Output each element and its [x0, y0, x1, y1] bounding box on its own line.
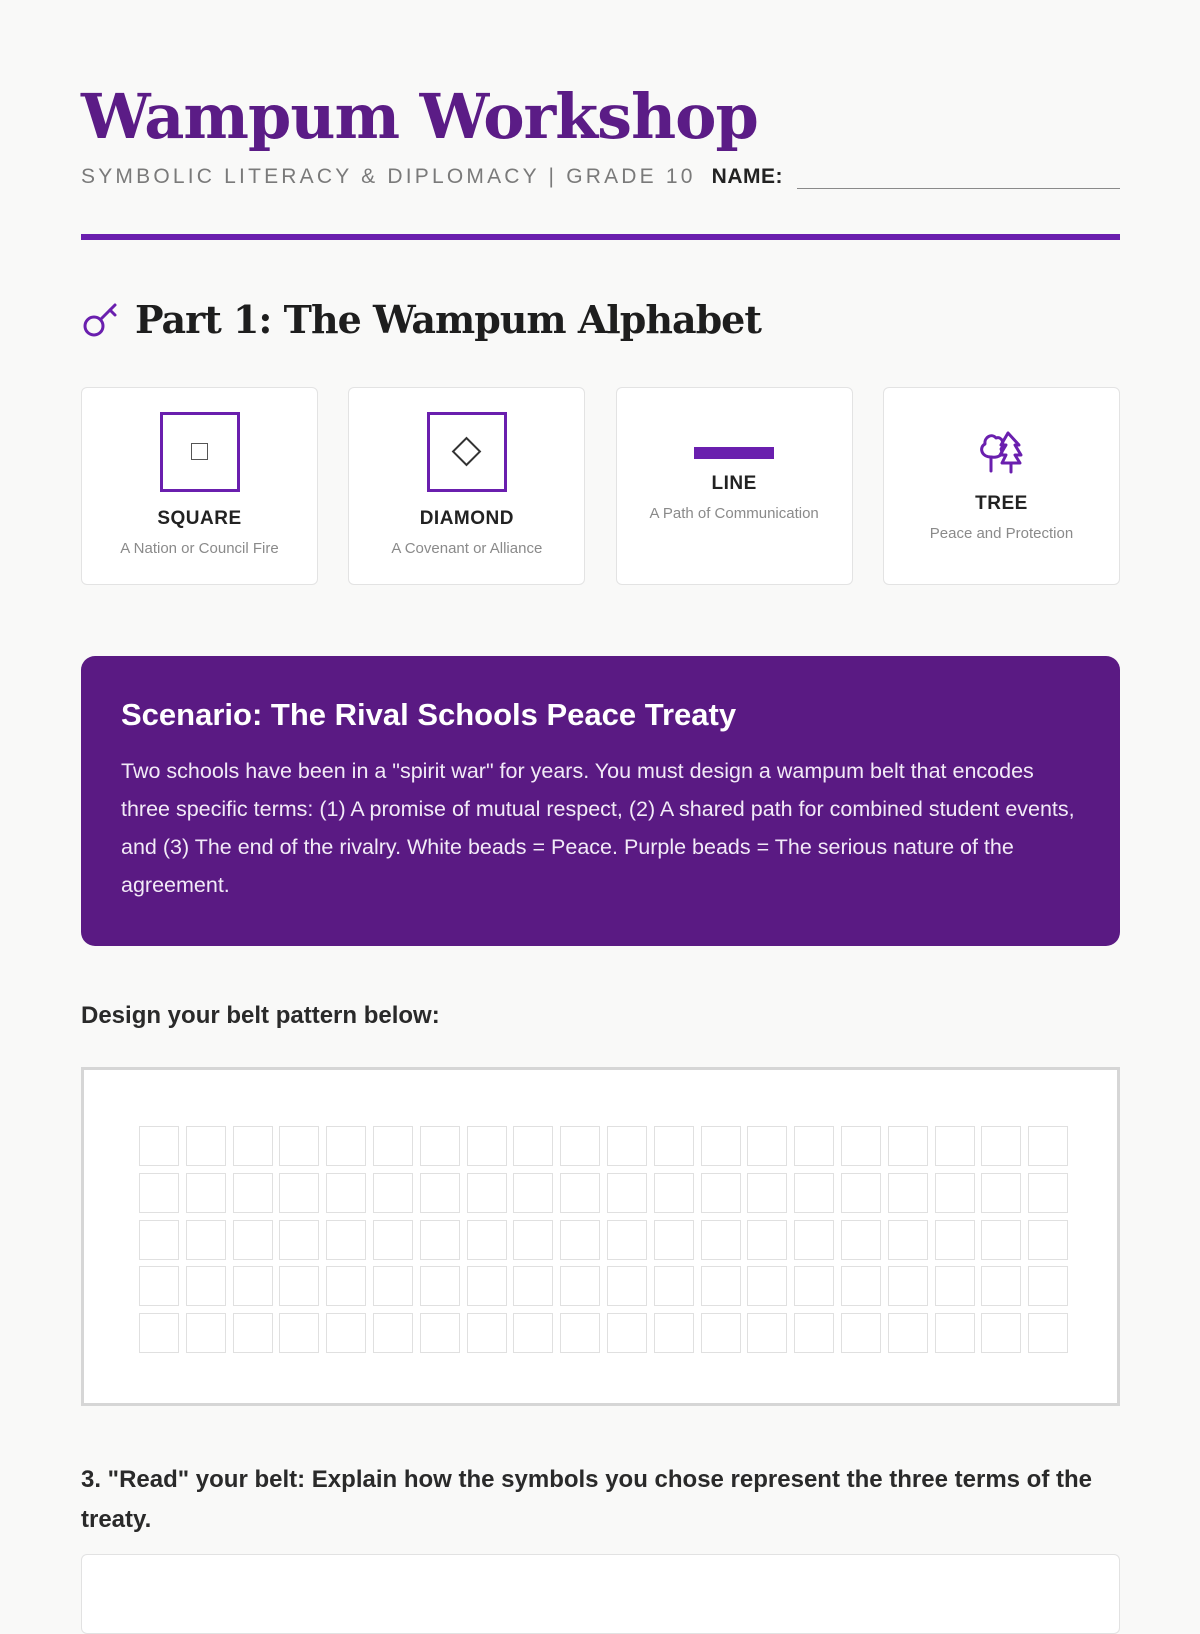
symbol-card-square	[81, 387, 318, 585]
bead-cell[interactable]	[420, 1266, 460, 1306]
scenario-body: Two schools have been in a "spirit war" for years. You must design a wampum belt that encodes three specific terms: (1) A promise of mutual respect, (2) A shared path for combined student events, and (3) The end of the rivalry. White beads = Peace. Purple beads = The serious nature of the agreement.	[121, 759, 1075, 897]
bead-cell[interactable]	[981, 1313, 1021, 1353]
bead-cell[interactable]	[186, 1266, 226, 1306]
bead-cell[interactable]	[467, 1173, 507, 1213]
worksheet-title: Wampum Workshop	[81, 80, 758, 153]
symbol-name: TREE	[975, 492, 1028, 514]
question-3: 3. "Read" your belt: Explain how the symbols you chose represent the three terms of the treaty.	[81, 1466, 1092, 1533]
bead-cell[interactable]	[279, 1266, 319, 1306]
bead-grid	[139, 1126, 1068, 1353]
bead-cell[interactable]	[560, 1173, 600, 1213]
answer-box[interactable]	[81, 1554, 1120, 1634]
bead-cell[interactable]	[467, 1266, 507, 1306]
bead-cell[interactable]	[841, 1313, 881, 1353]
bead-cell[interactable]	[373, 1313, 413, 1353]
belt-design-area	[81, 1067, 1120, 1406]
bead-cell[interactable]	[1028, 1313, 1068, 1353]
bead-cell[interactable]	[1028, 1220, 1068, 1260]
bead-cell[interactable]	[326, 1266, 366, 1306]
bead-cell[interactable]	[747, 1313, 787, 1353]
bead-cell[interactable]	[1028, 1266, 1068, 1306]
bead-cell[interactable]	[841, 1220, 881, 1260]
bead-cell[interactable]	[186, 1126, 226, 1166]
bead-cell[interactable]	[981, 1220, 1021, 1260]
bead-cell[interactable]	[701, 1126, 741, 1166]
part1-title: Part 1: The Wampum Alphabet	[135, 297, 761, 342]
bead-cell[interactable]	[467, 1313, 507, 1353]
bead-cell[interactable]	[326, 1313, 366, 1353]
symbol-name: DIAMOND	[419, 507, 514, 529]
bead-cell[interactable]	[139, 1220, 179, 1260]
bead-cell[interactable]	[233, 1220, 273, 1260]
bead-cell[interactable]	[560, 1266, 600, 1306]
bead-cell[interactable]	[467, 1126, 507, 1166]
square-symbol-icon	[160, 412, 240, 492]
bead-cell[interactable]	[513, 1126, 553, 1166]
bead-cell[interactable]	[279, 1173, 319, 1213]
bead-cell[interactable]	[888, 1173, 928, 1213]
bead-cell[interactable]	[560, 1220, 600, 1260]
bead-cell[interactable]	[560, 1126, 600, 1166]
bead-cell[interactable]	[935, 1220, 975, 1260]
bead-cell[interactable]	[513, 1266, 553, 1306]
bead-cell[interactable]	[607, 1313, 647, 1353]
bead-cell[interactable]	[747, 1173, 787, 1213]
symbol-meaning: Peace and Protection	[929, 524, 1074, 542]
bead-cell[interactable]	[560, 1313, 600, 1353]
bead-cell[interactable]	[373, 1126, 413, 1166]
bead-cell[interactable]	[233, 1313, 273, 1353]
bead-cell[interactable]	[186, 1313, 226, 1353]
bead-cell[interactable]	[794, 1313, 834, 1353]
bead-cell[interactable]	[279, 1220, 319, 1260]
scenario-box	[81, 656, 1120, 946]
bead-cell[interactable]	[233, 1173, 273, 1213]
bead-cell[interactable]	[139, 1126, 179, 1166]
symbol-meaning: A Covenant or Alliance	[391, 539, 543, 557]
bead-cell[interactable]	[1028, 1173, 1068, 1213]
bead-cell[interactable]	[981, 1266, 1021, 1306]
bead-cell[interactable]	[935, 1173, 975, 1213]
bead-cell[interactable]	[607, 1126, 647, 1166]
bead-cell[interactable]	[233, 1266, 273, 1306]
bead-cell[interactable]	[888, 1266, 928, 1306]
bead-cell[interactable]	[467, 1220, 507, 1260]
course-subtitle: SYMBOLIC LITERACY & DIPLOMACY | GRADE 10	[81, 165, 696, 188]
bead-cell[interactable]	[513, 1173, 553, 1213]
bead-cell[interactable]	[841, 1173, 881, 1213]
bead-cell[interactable]	[326, 1173, 366, 1213]
bead-cell[interactable]	[841, 1266, 881, 1306]
header-divider	[81, 234, 1120, 240]
bead-cell[interactable]	[981, 1173, 1021, 1213]
bead-cell[interactable]	[794, 1266, 834, 1306]
bead-cell[interactable]	[607, 1173, 647, 1213]
bead-cell[interactable]	[701, 1173, 741, 1213]
bead-cell[interactable]	[747, 1126, 787, 1166]
bead-cell[interactable]	[326, 1220, 366, 1260]
symbol-meaning: A Nation or Council Fire	[120, 539, 279, 557]
bead-cell[interactable]	[701, 1313, 741, 1353]
symbol-card-diamond	[348, 387, 585, 585]
bead-cell[interactable]	[701, 1266, 741, 1306]
symbol-card-line	[616, 387, 853, 585]
scenario-title: Scenario: The Rival Schools Peace Treaty	[121, 697, 737, 732]
bead-cell[interactable]	[888, 1313, 928, 1353]
bead-cell[interactable]	[794, 1220, 834, 1260]
bead-cell[interactable]	[513, 1220, 553, 1260]
design-instruction: Design your belt pattern below:	[81, 1002, 440, 1029]
part1-heading	[81, 292, 761, 348]
bead-cell[interactable]	[654, 1173, 694, 1213]
symbol-meaning: A Path of Communication	[649, 504, 819, 522]
bead-cell[interactable]	[794, 1126, 834, 1166]
bead-cell[interactable]	[654, 1126, 694, 1166]
symbol-card-tree	[883, 387, 1120, 585]
symbol-name: SQUARE	[157, 507, 242, 529]
bead-cell[interactable]	[841, 1126, 881, 1166]
bead-cell[interactable]	[139, 1173, 179, 1213]
bead-cell[interactable]	[747, 1266, 787, 1306]
bead-cell[interactable]	[373, 1173, 413, 1213]
bead-cell[interactable]	[654, 1313, 694, 1353]
line-symbol-icon	[694, 447, 774, 459]
bead-cell[interactable]	[373, 1266, 413, 1306]
bead-cell[interactable]	[981, 1126, 1021, 1166]
symbol-cards	[81, 387, 1120, 587]
bead-cell[interactable]	[420, 1220, 460, 1260]
bead-cell[interactable]	[701, 1220, 741, 1260]
bead-cell[interactable]	[233, 1126, 273, 1166]
bead-cell[interactable]	[1028, 1126, 1068, 1166]
diamond-symbol-icon	[427, 412, 507, 492]
bead-cell[interactable]	[373, 1220, 413, 1260]
symbol-name: LINE	[711, 472, 757, 494]
bead-cell[interactable]	[420, 1126, 460, 1166]
subtitle-row	[81, 160, 1120, 194]
bead-cell[interactable]	[513, 1313, 553, 1353]
key-icon	[81, 300, 121, 340]
tree-icon	[975, 427, 1027, 479]
bead-cell[interactable]	[888, 1220, 928, 1260]
bead-cell[interactable]	[935, 1313, 975, 1353]
bead-cell[interactable]	[888, 1126, 928, 1166]
bead-cell[interactable]	[139, 1266, 179, 1306]
name-field[interactable]	[797, 166, 1120, 189]
bead-cell[interactable]	[326, 1126, 366, 1166]
bead-cell[interactable]	[607, 1220, 647, 1260]
bead-cell[interactable]	[747, 1220, 787, 1260]
bead-cell[interactable]	[279, 1313, 319, 1353]
bead-cell[interactable]	[794, 1173, 834, 1213]
bead-cell[interactable]	[654, 1266, 694, 1306]
bead-cell[interactable]	[607, 1266, 647, 1306]
name-label: NAME:	[711, 165, 783, 188]
bead-cell[interactable]	[654, 1220, 694, 1260]
bead-cell[interactable]	[935, 1266, 975, 1306]
bead-cell[interactable]	[935, 1126, 975, 1166]
bead-cell[interactable]	[279, 1126, 319, 1166]
bead-cell[interactable]	[186, 1220, 226, 1260]
bead-cell[interactable]	[139, 1313, 179, 1353]
bead-cell[interactable]	[420, 1173, 460, 1213]
bead-cell[interactable]	[420, 1313, 460, 1353]
bead-cell[interactable]	[186, 1173, 226, 1213]
